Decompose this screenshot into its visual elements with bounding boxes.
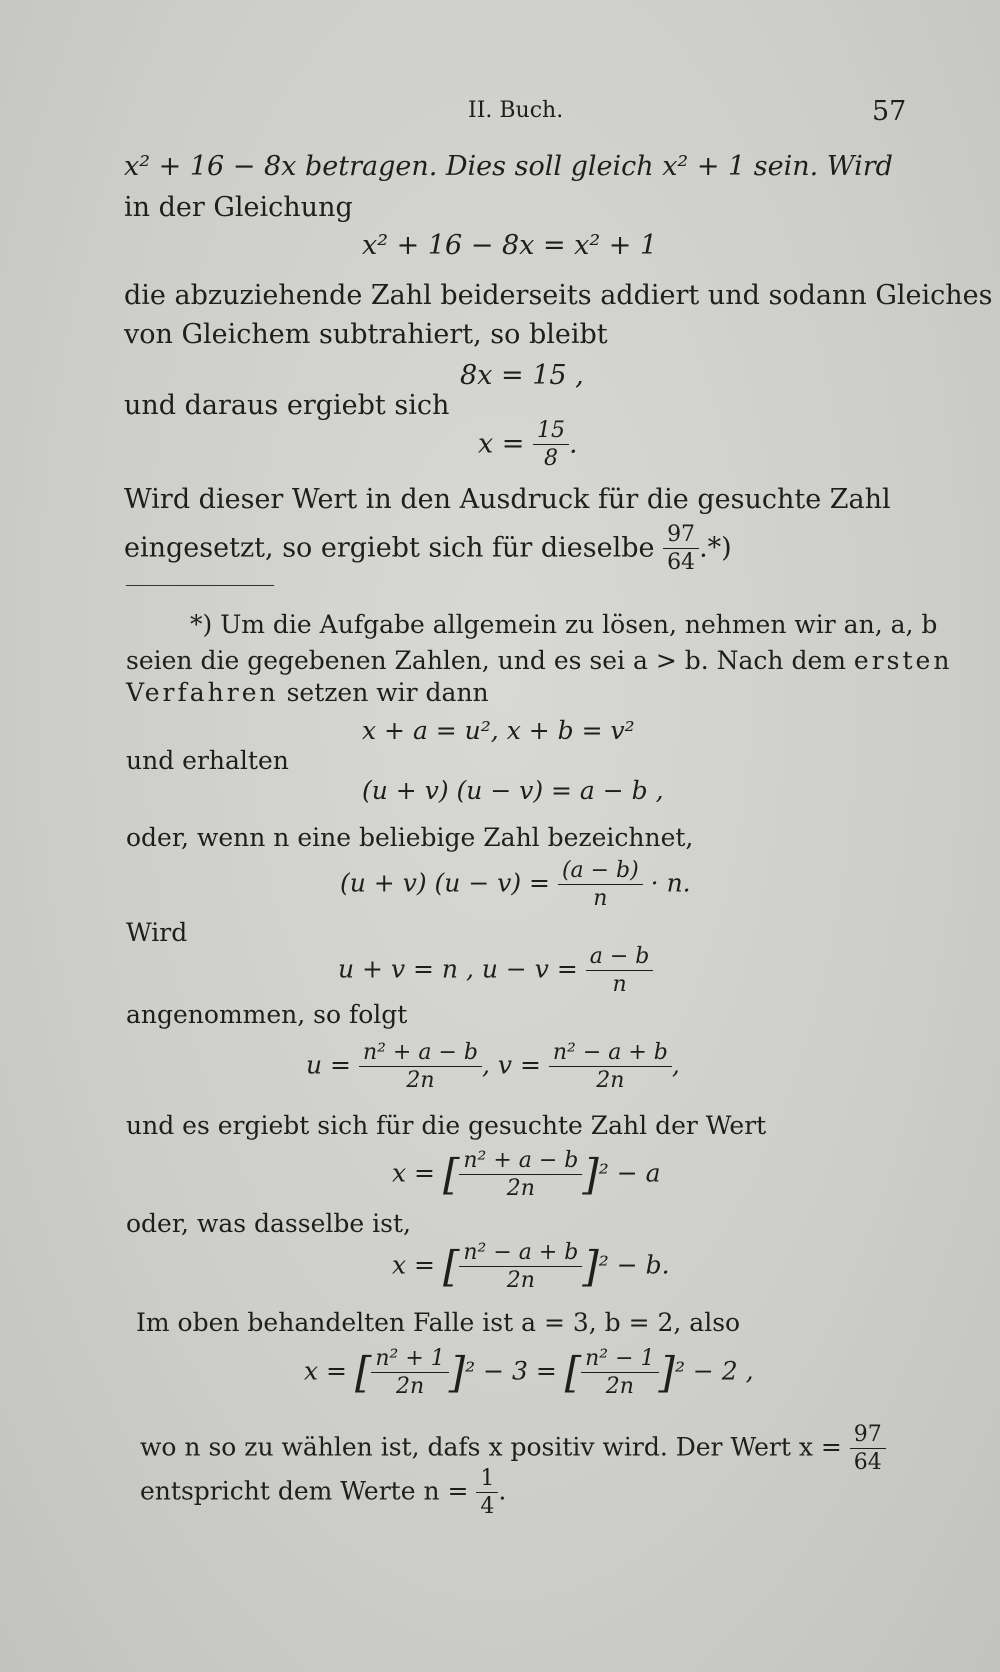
footnote-line: seien die gegebenen Zahlen, und es sei a > b. Nach dem ersten — [126, 646, 953, 675]
footnote-line: und es ergiebt sich für die gesuchte Zahl der Wert — [126, 1111, 767, 1140]
footnote-line: entspricht dem Werte n = $\frac{1}{4}$ . — [140, 1466, 507, 1520]
footnote-separator — [126, 585, 274, 586]
text-line: von Gleichem subtrahiert, so bleibt — [124, 319, 608, 350]
footnote-line: wo n so zu wählen ist, dafs x positiv wird. Der Wert x = $\frac{97}{64}$ — [140, 1422, 886, 1476]
text-line: in der Gleichung — [124, 192, 353, 223]
equation: x + a = u², x + b = v² — [362, 716, 635, 745]
footnote-line: angenommen, so folgt — [126, 1000, 408, 1029]
equation: (u + v) (u − v) = a − b , — [362, 776, 664, 805]
footnote-line: oder, wenn n eine beliebige Zahl bezeichnet, — [126, 823, 694, 852]
footnote-line: Im oben behandelten Falle ist a = 3, b = 2, also — [136, 1308, 741, 1337]
equation: (u + v) (u − v) = $\frac{(a - b)}{n}$ · n. — [340, 858, 691, 912]
footnote-line: und erhalten — [126, 746, 289, 775]
equation: x = [ $\frac{\text{n² + a − b}}{2n}$ ]² − a — [392, 1148, 661, 1202]
page-number: 57 — [872, 96, 907, 127]
text-line: eingesetzt, so ergiebt sich für dieselbe $\frac{97}{64}$ .*) — [124, 522, 732, 576]
equation: u = $\frac{\text{n² + a − b}}{2n}$ , v = $\frac{\text{n² − a + b}}{2n}$ , — [306, 1040, 680, 1094]
running-title: II. Buch. — [468, 98, 564, 123]
equation: x² + 16 − 8x = x² + 1 — [362, 230, 658, 261]
text-line: und daraus ergiebt sich — [124, 390, 450, 421]
text-line: die abzuziehende Zahl beiderseits addiert und sodann Gleiches — [124, 280, 993, 311]
equation: x = $\frac{15}{8}$ . — [478, 418, 578, 472]
equation: x = [ $\frac{\text{n² + 1}}{2n}$ ]² − 3 = [ $\frac{\text{n² − 1}}{2n}$ ]² − 2 , — [304, 1346, 754, 1400]
equation: 8x = 15 , — [460, 360, 584, 391]
equation: x = [ $\frac{\text{n² − a + b}}{2n}$ ]² − b. — [392, 1240, 670, 1294]
text-line: x² + 16 − 8x betragen. Dies soll gleich x² + 1 sein. Wird — [124, 151, 893, 182]
text-line: Wird dieser Wert in den Ausdruck für die gesuchte Zahl — [124, 484, 891, 515]
equation: u + v = n , u − v = $\frac{a - b}{n}$ — [338, 944, 653, 998]
footnote-line: Wird — [126, 918, 188, 947]
footnote-line: *) Um die Aufgabe allgemein zu lösen, nehmen wir an, a, b — [190, 610, 938, 639]
footnote-line: Verfahren setzen wir dann — [126, 678, 489, 707]
footnote-line: oder, was dasselbe ist, — [126, 1209, 411, 1238]
